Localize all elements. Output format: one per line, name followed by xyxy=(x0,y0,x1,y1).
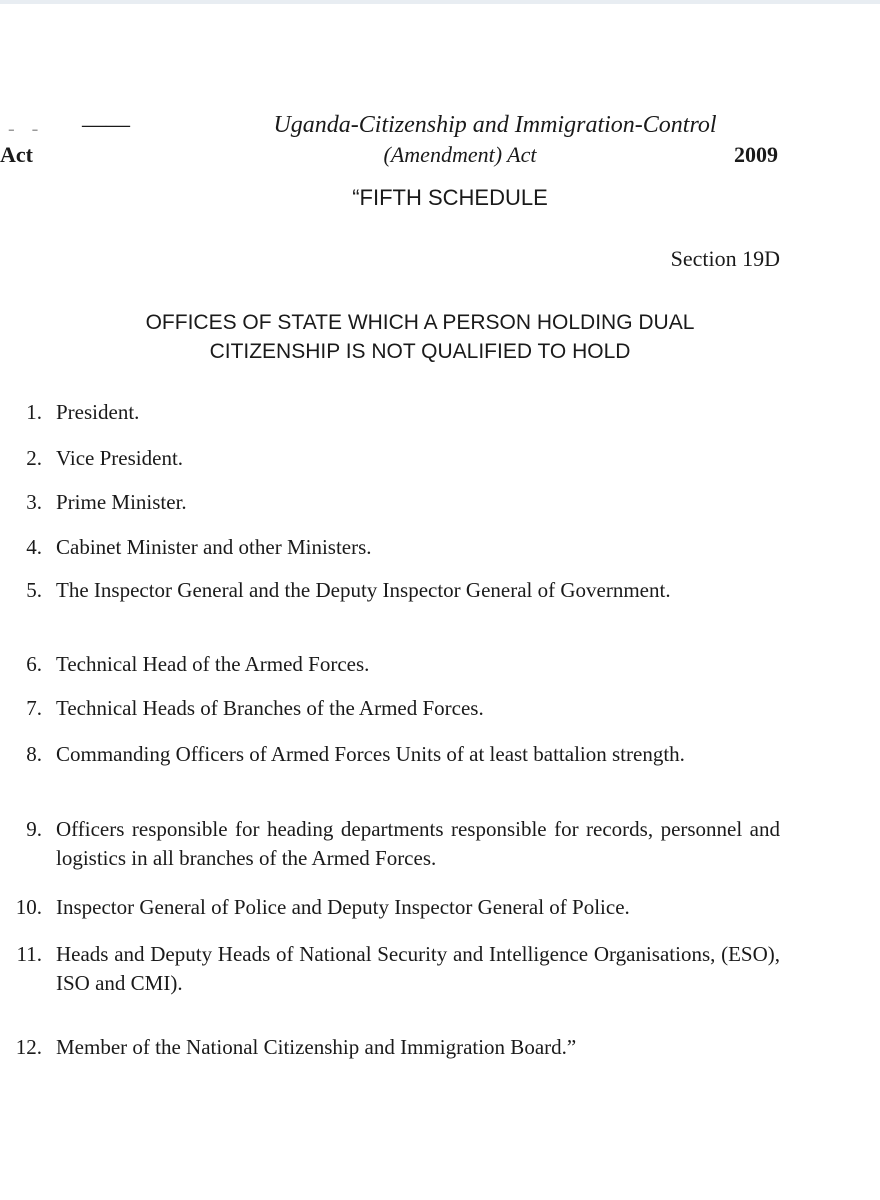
running-header-left: Act xyxy=(0,142,33,167)
header-margin-dashes: - - xyxy=(8,118,45,140)
list-item-number: 4. xyxy=(26,535,42,559)
offices-heading-line-2: CITIZENSHIP IS NOT QUALIFIED TO HOLD xyxy=(209,340,631,363)
list-item-number: 7. xyxy=(26,696,42,720)
offices-heading xyxy=(0,308,880,366)
list-item-text: President. xyxy=(56,400,140,424)
running-header-subtitle: (Amendment) Act xyxy=(383,142,537,167)
page-top-border xyxy=(0,0,880,4)
list-item-text: Officers responsible for heading departments responsible for records, personnel and logistics in all branches of the Armed Forces. xyxy=(56,817,780,870)
list-item-text: Heads and Deputy Heads of National Security and Intelligence Organisations, (ESO), ISO and CMI). xyxy=(56,942,780,995)
list-item-text: Prime Minister. xyxy=(56,490,187,514)
offices-heading-line-1: OFFICES OF STATE WHICH A PERSON HOLDING DUAL xyxy=(145,311,695,334)
list-item-number: 3. xyxy=(26,490,42,514)
list-item-number: 5. xyxy=(26,578,42,602)
section-reference: Section 19D xyxy=(670,246,780,271)
list-item-number: 11. xyxy=(16,942,42,966)
list-item-text: The Inspector General and the Deputy Inspector General of Government. xyxy=(56,578,671,602)
running-header-year: 2009 xyxy=(734,142,778,167)
list-item-number: 10. xyxy=(15,895,42,919)
header-dash: —— xyxy=(82,112,130,138)
list-item-text: Technical Head of the Armed Forces. xyxy=(56,652,370,676)
schedule-title: “FIFTH SCHEDULE xyxy=(352,185,548,210)
list-item-text: Vice President. xyxy=(56,446,184,470)
list-item-text: Technical Heads of Branches of the Armed Forces. xyxy=(56,696,484,720)
list-item-number: 8. xyxy=(26,742,42,766)
list-item-text: Member of the National Citizenship and Immigration Board.” xyxy=(56,1035,577,1059)
list-item-text: Cabinet Minister and other Ministers. xyxy=(56,535,372,559)
list-item-number: 2. xyxy=(26,446,42,470)
list-item-number: 9. xyxy=(26,817,42,841)
list-item-text: Inspector General of Police and Deputy Inspector General of Police. xyxy=(56,895,630,919)
list-item-number: 6. xyxy=(26,652,42,676)
list-item-number: 12. xyxy=(15,1035,42,1059)
list-item-text: Commanding Officers of Armed Forces Units of at least battalion strength. xyxy=(56,742,685,766)
list-item-number: 1. xyxy=(26,400,42,424)
running-header-title: Uganda-Citizenship and Immigration-Control xyxy=(273,112,717,138)
